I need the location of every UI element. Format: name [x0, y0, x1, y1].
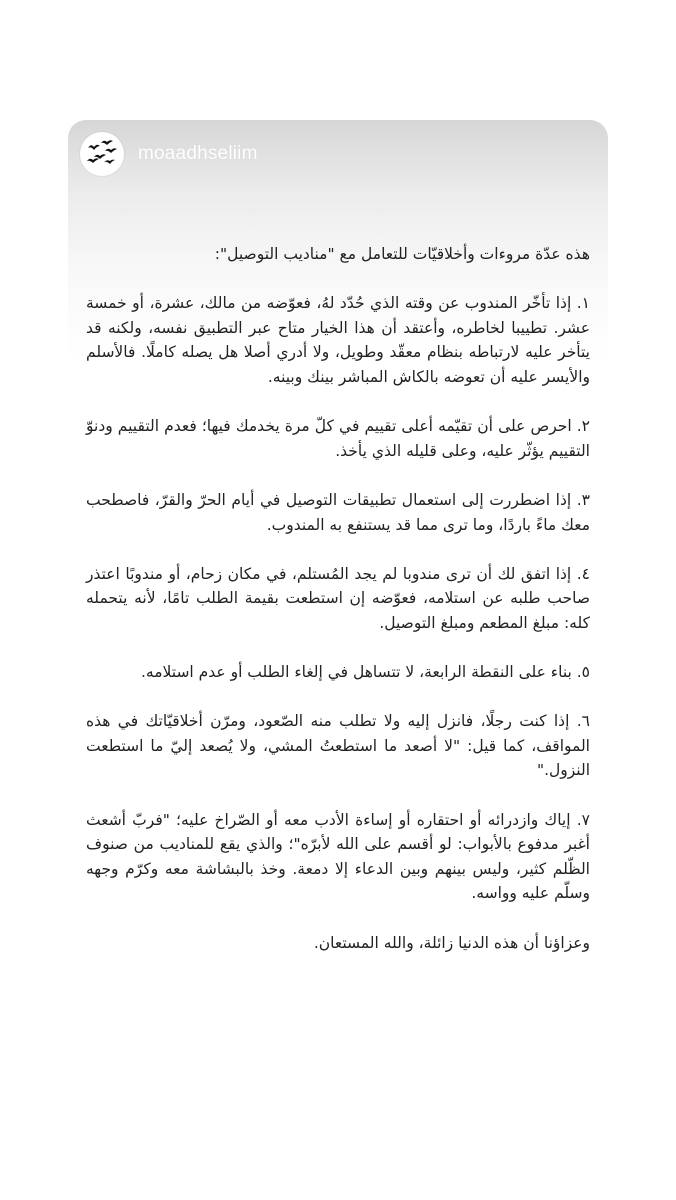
point-5: ٥. بناء على النقطة الرابعة، لا تتساهل في إلغاء الطلب أو عدم استلامه. [140, 663, 590, 682]
point-1: ١. إذا تأخّر المندوب عن وقته الذي حُدّد لهُ، فعوّضه من مالك، عشرة، أو خمسة عشر. تطييبا لخاطره، وأعتقد أن هذا الخيار متاح عبر التطبيق نفسه، ولكنه قد يتأخر عليه لارتباطه بنظام معقّد وطويل، ولا أدري أصلا هل يصله كاملًا. فالأسلم والأيسر عليه أن تعوضه بالكاش المباشر بينك وبينه. [86, 294, 590, 386]
flying-birds-icon [85, 139, 119, 169]
point-6: ٦. إذا كنت رجلًا، فانزل إليه ولا تطلب منه الصّعود، ومرّن أخلاقيّاتك في هذه المواقف، كما قيل: "لا أصعد ما استطعتُ المشي، ولا يُصعد إليّ ما استطعت النزول." [86, 712, 590, 780]
point-7: ٧. إياك وازدرائه أو احتقاره أو إساءة الأدب معه أو الصّراخ عليه؛ "فربّ أشعث أغبر مدفوع بالأبواب: لو أقسم على الله لأبرّه"؛ والذي يقع للمناديب من صنوف الظّلم كثير، وليس بينهم وبين الدعاء إلا دمعة. وخذ بالبشاشة معه وكرّم وجهه وسلّم عليه وواسه. [86, 810, 590, 903]
point-2: ٢. احرص على أن تقيّمه أعلى تقييم في كلّ مرة يخدمك فيها؛ فعدم التقييم ودنوّ التقييم يؤثّر عليه، وعلى قليله الذي يأخذ. [86, 417, 590, 460]
story-card [68, 120, 608, 1130]
username[interactable]: moaadhseliim [138, 143, 258, 164]
profile-avatar[interactable] [80, 132, 124, 176]
closing-text: وعزاؤنا أن هذه الدنيا زائلة، والله المستعان. [313, 933, 590, 952]
story-text [86, 242, 590, 980]
story-header [80, 132, 258, 176]
point-4: ٤. إذا اتفق لك أن ترى مندوبا لم يجد المُستلم، في مكان زحام، أو مندوبًا اعتذر صاحب طلبه عن استلامه، فعوّضه إن استطعت بقيمة الطلب تامًا، لأنه يتحمله كله: مبلغ المطعم ومبلغ التوصيل. [86, 564, 590, 632]
intro-text: هذه عدّة مروءات وأخلاقيّات للتعامل مع "مناديب التوصيل": [214, 245, 590, 263]
point-3: ٣. إذا اضطررت إلى استعمال تطبيقات التوصيل في أيام الحرّ والقرّ، فاصطحب معك ماءً باردًا، وما ترى مما قد يستنفع به المندوب. [86, 490, 590, 534]
